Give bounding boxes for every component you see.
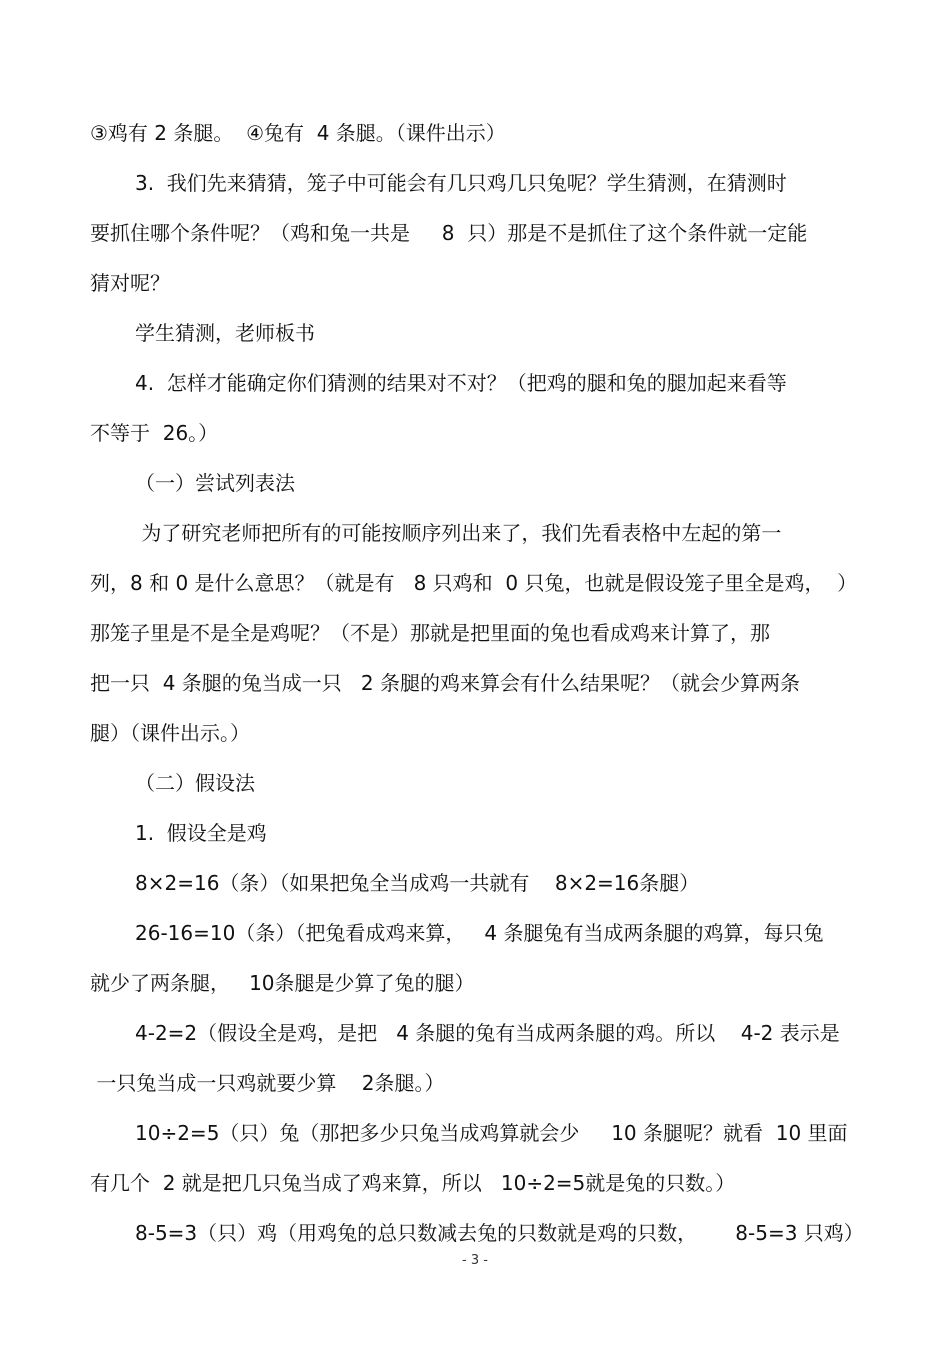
formula-line: 8-5=3（只）鸡（用鸡兔的总只数减去兔的只数就是鸡的只数， 8-5=3 只鸡） <box>135 1221 864 1245</box>
text-line: 3. 我们先来猜猜，笼子中可能会有几只鸡几只兔呢？学生猜测，在猜测时 <box>135 171 787 195</box>
section-heading: （一）尝试列表法 <box>135 471 295 495</box>
formula-line: 8×2=16（条）（如果把兔全当成鸡一共就有 8×2=16条腿） <box>135 871 700 895</box>
text-line: 那笼子里是不是全是鸡呢？（不是）那就是把里面的兔也看成鸡来计算了，那 <box>90 621 770 645</box>
text-line: 要抓住哪个条件呢？（鸡和兔一共是 8 只）那是不是抓住了这个条件就一定能 <box>90 221 808 245</box>
text-line: 一只兔当成一只鸡就要少算 2条腿。） <box>90 1071 445 1095</box>
formula-line: 26-16=10（条）（把兔看成鸡来算， 4 条腿兔有当成两条腿的鸡算，每只兔 <box>135 921 824 945</box>
text-line: 就少了两条腿， 10条腿是少算了兔的腿） <box>90 971 475 995</box>
formula-line: 4-2=2（假设全是鸡，是把 4 条腿的兔有当成两条腿的鸡。所以 4-2 表示是 <box>135 1021 840 1045</box>
text-line: 不等于 26。） <box>90 421 219 445</box>
text-line: 为了研究老师把所有的可能按顺序列出来了，我们先看表格中左起的第一 <box>135 521 782 545</box>
text-line: 有几个 2 就是把几只兔当成了鸡来算，所以 10÷2=5就是兔的只数。） <box>90 1171 736 1195</box>
text-line: ③鸡有 2 条腿。 ④兔有 4 条腿。（课件出示） <box>90 121 506 145</box>
page-number: - 3 - <box>462 1253 488 1268</box>
text-line: 列，8 和 0 是什么意思？（就是有 8 只鸡和 0 只兔，也就是假设笼子里全是鸡， ） <box>90 571 858 595</box>
text-line: 1. 假设全是鸡 <box>135 821 267 845</box>
section-heading: （二）假设法 <box>135 771 255 795</box>
text-line: 腿）（课件出示。） <box>90 721 250 745</box>
text-line: 4. 怎样才能确定你们猜测的结果对不对？（把鸡的腿和兔的腿加起来看等 <box>135 371 787 395</box>
formula-line: 10÷2=5（只）兔（那把多少只兔当成鸡算就会少 10 条腿呢？就看 10 里面 <box>135 1121 848 1145</box>
text-line: 把一只 4 条腿的兔当成一只 2 条腿的鸡来算会有什么结果呢？（就会少算两条 <box>90 671 800 695</box>
text-line: 学生猜测，老师板书 <box>135 321 315 345</box>
text-line: 猜对呢？ <box>90 271 170 295</box>
